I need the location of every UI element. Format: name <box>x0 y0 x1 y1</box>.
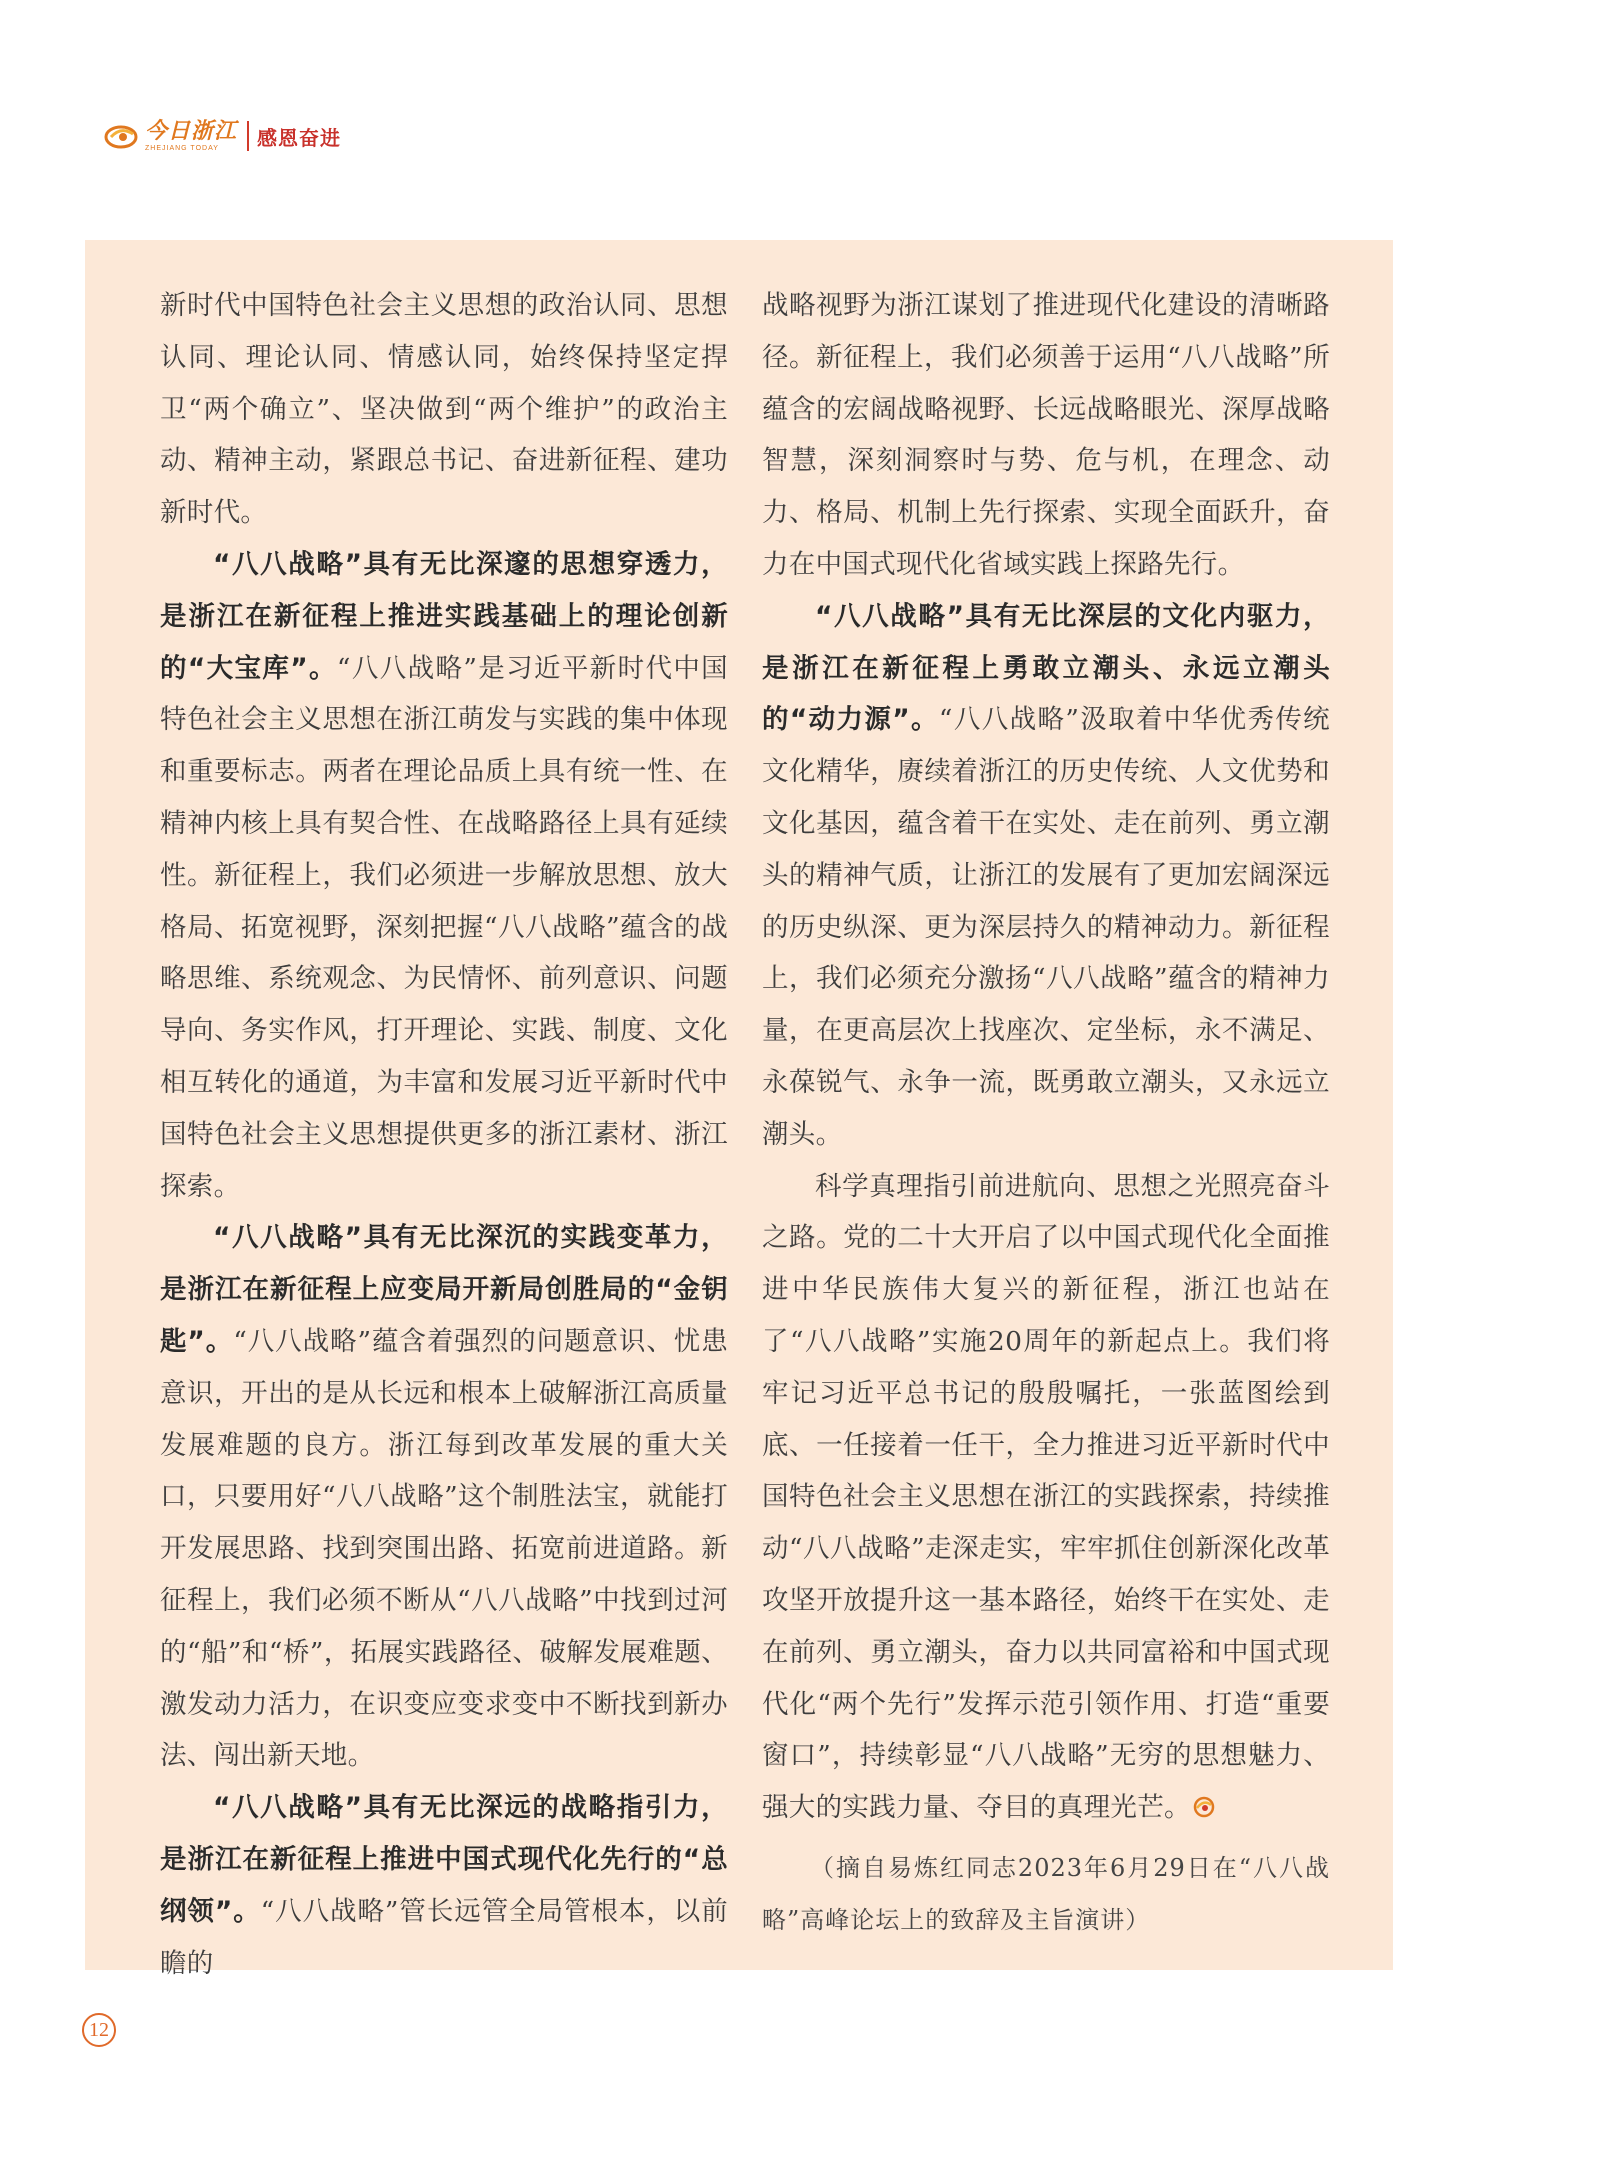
paragraph: 战略视野为浙江谋划了推进现代化建设的清晰路径。新征程上，我们必须善于运用“八八战略”所蕴含的宏阔战略视野、长远战略眼光、深厚战略智慧，深刻洞察时与势、危与机，在理念、动力、格局、机制上先行探索、实现全面跃升，奋力在中国式现代化省域实践上探路先行。 <box>762 290 1330 580</box>
paragraph-lead: “八八战略”具有无比深层的文化内驱力，是浙江在新征程上勇敢立潮头、永远立潮头的“动力源”。 <box>762 600 1330 736</box>
header-divider <box>247 121 249 151</box>
logo-subtitle: ZHEJIANG TODAY <box>145 144 219 152</box>
paragraph-lead: “八八战略”具有无比深远的战略指引力，是浙江在新征程上推进中国式现代化先行的“总纲领”。 <box>160 1792 728 1927</box>
logo-title: 今日浙江 <box>145 118 238 144</box>
source-citation: （摘自易炼红同志2023年6月29日在“八八战略”高峰论坛上的致辞及主旨演讲） <box>762 1853 1330 1934</box>
paragraph: “八八战略”具有无比深层的文化内驱力，是浙江在新征程上勇敢立潮头、永远立潮头的“动力源”。“八八战略”汲取着中华优秀传统文化精华，赓续着浙江的历史传统、人文优势和文化基因，蕴含着干在实处、走在前列、勇立潮头的精神气质，让浙江的发展有了更加宏阔深远的历史纵深、更为深层持久的精神动力。新征程上，我们必须充分激扬“八八战略”蕴含的精神力量，在更高层次上找座次、定坐标，永不满足、永葆锐气、永争一流，既勇敢立潮头，又永远立潮头。 <box>762 600 1330 1150</box>
left-column <box>160 280 728 1989</box>
paragraph: “八八战略”具有无比深沉的实践变革力，是浙江在新征程上应变局开新局创胜局的“金钥匙”。“八八战略”蕴含着强烈的问题意识、忧患意识，开出的是从长远和根本上破解浙江高质量发展难题的良方。浙江每到改革发展的重大关口，只要用好“八八战略”这个制胜法宝，就能打开发展思路、找到突围出路、拓宽前进道路。新征程上，我们必须不断从“八八战略”中找到过河的“船”和“桥”，拓展实践路径、破解发展难题、激发动力活力，在识变应变求变中不断找到新办法、闯出新天地。 <box>160 1222 728 1772</box>
article-panel <box>85 240 1393 1979</box>
section-title: 感恩奋进 <box>257 125 342 150</box>
paragraph: “八八战略”具有无比深邃的思想穿透力，是浙江在新征程上推进实践基础上的理论创新的“大宝库”。“八八战略”是习近平新时代中国特色社会主义思想在浙江萌发与实践的集中体现和重要标志。两者在理论品质上具有统一性、在精神内核上具有契合性、在战略路径上具有延续性。新征程上，我们必须进一步解放思想、放大格局、拓宽视野，深刻把握“八八战略”蕴含的战略思维、系统观念、为民情怀、前列意识、问题导向、务实作风，打开理论、实践、制度、文化相互转化的通道，为丰富和发展习近平新时代中国特色社会主义思想提供更多的浙江素材、浙江探索。 <box>160 548 728 1202</box>
magazine-logo <box>103 118 238 152</box>
paragraph-lead: “八八战略”具有无比深沉的实践变革力，是浙江在新征程上应变局开新局创胜局的“金钥匙”。 <box>160 1222 728 1357</box>
paragraph-lead: “八八战略”具有无比深邃的思想穿透力，是浙江在新征程上推进实践基础上的理论创新的“大宝库”。 <box>160 548 728 684</box>
logo-swirl-icon <box>103 122 143 150</box>
end-mark-icon <box>1193 1796 1215 1818</box>
page-number: 12 <box>82 2013 116 2047</box>
paragraph: “八八战略”具有无比深远的战略指引力，是浙江在新征程上推进中国式现代化先行的“总纲领”。“八八战略”管长远管全局管根本，以前瞻的 <box>160 1792 728 1979</box>
page-header <box>103 118 341 154</box>
right-column <box>762 280 1330 1946</box>
paragraph: 新时代中国特色社会主义思想的政治认同、思想认同、理论认同、情感认同，始终保持坚定捍卫“两个确立”、坚决做到“两个维护”的政治主动、精神主动，紧跟总书记、奋进新征程、建功新时代。 <box>160 290 728 529</box>
paragraph: 科学真理指引前进航向、思想之光照亮奋斗之路。党的二十大开启了以中国式现代化全面推进中华民族伟大复兴的新征程，浙江也站在了“八八战略”实施20周年的新起点上。我们将牢记习近平总书记的殷殷嘱托，一张蓝图绘到底、一任接着一任干，全力推进习近平新时代中国特色社会主义思想在浙江的实践探索，持续推动“八八战略”走深走实，牢牢抓住创新深化改革攻坚开放提升这一基本路径，始终干在实处、走在前列、勇立潮头，奋力以共同富裕和中国式现代化“两个先行”发挥示范引领作用、打造“重要窗口”，持续彰显“八八战略”无穷的思想魅力、强大的实践力量、夺目的真理光芒。 <box>762 1170 1330 1824</box>
